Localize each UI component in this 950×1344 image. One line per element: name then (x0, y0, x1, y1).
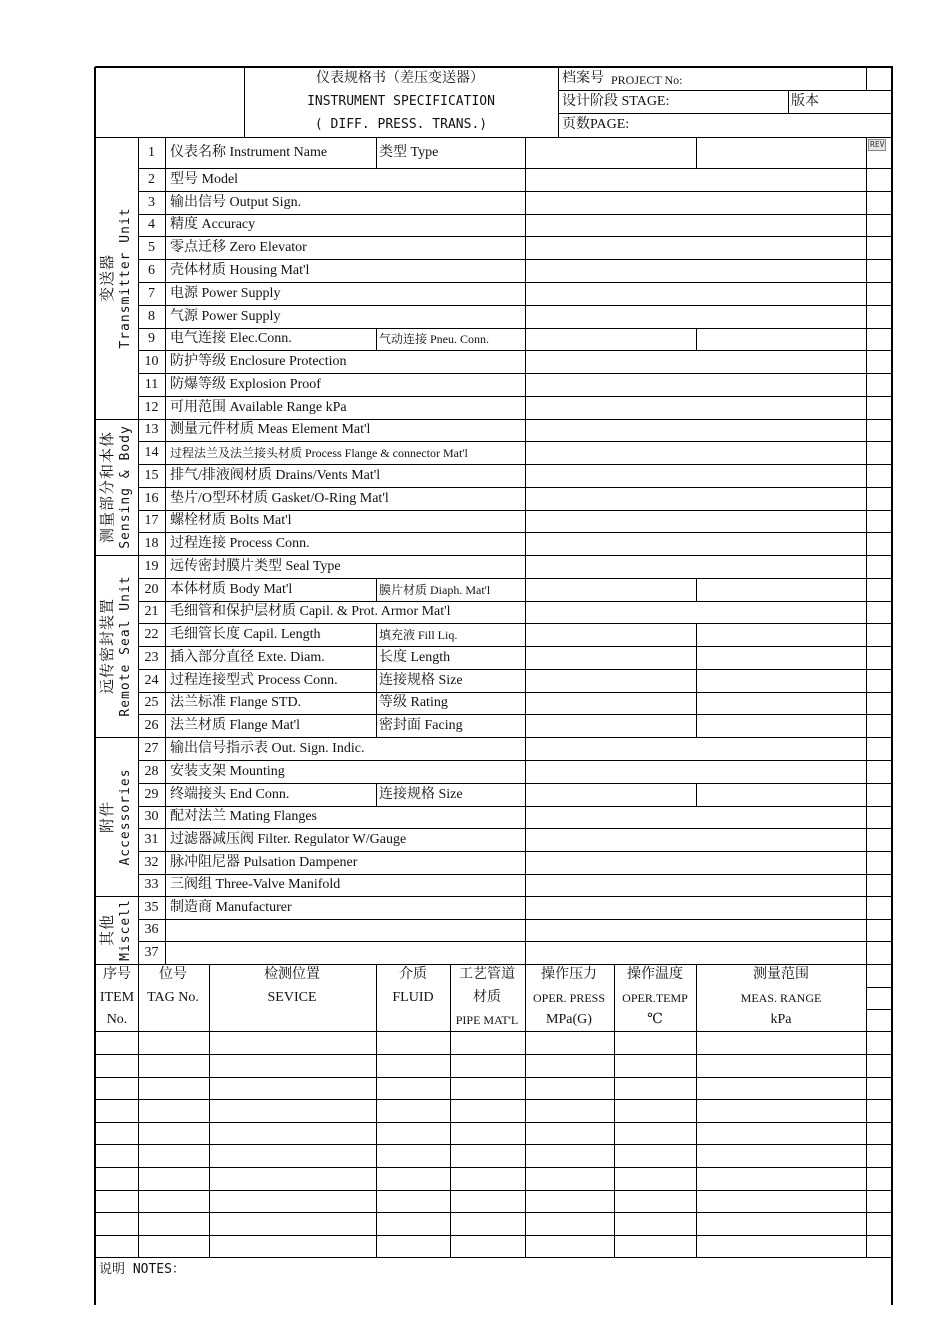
column-header: ℃ (647, 1012, 663, 1027)
grid-line (376, 714, 377, 738)
row-number: 18 (144, 535, 159, 551)
row-label: 型号 Model (170, 171, 239, 187)
row-label: 脉冲阻尼器 Pulsation Dampener (170, 854, 358, 870)
row-label: 壳体材质 Housing Mat'l (170, 262, 310, 278)
row-number: 5 (148, 239, 155, 255)
grid-line (525, 236, 526, 260)
grid-line (376, 578, 377, 602)
row-number: 33 (144, 877, 159, 892)
row-number: 16 (144, 490, 159, 506)
grid-line (866, 1009, 893, 1010)
row-number: 6 (148, 262, 155, 278)
grid-line (94, 67, 96, 1305)
grid-line (525, 214, 526, 237)
row-sub-label: 填充液 Fill Liq. (379, 627, 458, 642)
column-header: kPa (770, 1012, 792, 1027)
row-sub-label: 连接规格 Size (379, 786, 463, 802)
grid-line (138, 137, 139, 965)
grid-line (95, 737, 139, 738)
row-number: 14 (144, 444, 159, 460)
section-label-cn: 变送器 (100, 253, 116, 303)
row-number: 24 (144, 672, 159, 688)
row-label: 零点迁移 Zero Elevator (170, 239, 307, 255)
row-number: 9 (148, 331, 155, 346)
column-header: SEVICE (267, 990, 317, 1005)
grid-line (376, 623, 377, 647)
grid-line (244, 67, 245, 138)
grid-line (525, 737, 526, 761)
row-label: 法兰标准 Flange STD. (170, 695, 302, 710)
grid-line (95, 1190, 893, 1191)
section-label-en: Miscell (118, 899, 133, 961)
row-number: 13 (144, 422, 159, 437)
row-label: 输出信号指示表 Out. Sign. Indic. (170, 740, 365, 756)
row-number: 35 (144, 899, 159, 915)
row-number: 8 (148, 308, 155, 324)
row-label: 毛细管和保护层材质 Capil. & Prot. Armor Mat'l (170, 604, 451, 619)
section-label-cn: 其他 (100, 913, 116, 947)
row-label: 仪表名称 Instrument Name (170, 144, 328, 160)
grid-line (525, 259, 526, 283)
row-label: 过程法兰及法兰接头材质 Process Flange & connector Mat'l (170, 445, 468, 460)
grid-line (525, 191, 526, 215)
row-number: 25 (144, 695, 159, 710)
row-number: 12 (144, 399, 159, 415)
grid-line (525, 896, 526, 920)
grid-line (525, 350, 526, 374)
page-label: 页数PAGE: (562, 117, 630, 132)
grid-line (376, 964, 377, 1258)
grid-line (95, 1031, 893, 1032)
column-header: 序号 (103, 967, 131, 982)
row-sub-label: 类型 Type (379, 144, 439, 160)
section-label (100, 899, 134, 961)
section-label (100, 575, 134, 716)
column-header: 测量范围 (753, 967, 809, 982)
row-number: 4 (148, 217, 155, 232)
row-number: 22 (144, 626, 159, 642)
grid-line (525, 851, 526, 875)
grid-line (525, 623, 526, 647)
grid-line (95, 1235, 893, 1236)
row-number: 37 (144, 944, 159, 960)
row-label: 防护等级 Enclosure Protection (170, 353, 347, 369)
column-header: No. (106, 1012, 128, 1027)
row-number: 3 (148, 194, 155, 210)
grid-line (788, 90, 789, 114)
grid-line (95, 1257, 893, 1258)
row-number: 10 (144, 353, 159, 369)
row-number: 7 (148, 285, 155, 301)
row-number: 21 (144, 604, 159, 619)
grid-line (525, 806, 526, 829)
grid-line (525, 328, 526, 351)
grid-line (525, 419, 526, 442)
grid-line (525, 487, 526, 511)
row-number: 15 (144, 467, 159, 483)
column-header: PIPE MAT'L (455, 1013, 519, 1027)
row-sub-label: 长度 Length (379, 649, 451, 665)
grid-line (450, 964, 451, 1258)
grid-line (376, 669, 377, 693)
grid-line (525, 783, 526, 807)
grid-line (525, 137, 526, 169)
row-number: 23 (144, 649, 159, 665)
section-label-cn: 远传密封装置 (100, 597, 116, 695)
grid-line (95, 1144, 893, 1145)
grid-line (138, 964, 139, 1258)
grid-line (696, 964, 697, 1258)
row-label: 毛细管长度 Capil. Length (170, 626, 321, 642)
section-label-cn: 测量部分和本体 (100, 430, 116, 544)
grid-line (525, 578, 526, 602)
doc-title-subtitle: ( DIFF. PRESS. TRANS.) (314, 117, 488, 132)
row-number: 2 (148, 171, 155, 187)
row-number: 17 (144, 513, 159, 528)
grid-line (95, 137, 893, 138)
grid-line (525, 305, 526, 329)
grid-line (525, 669, 526, 693)
row-label: 过滤器减压阀 Filter. Regulator W/Gauge (170, 831, 407, 847)
grid-line (696, 669, 697, 693)
doc-title-cn: 仪表规格书（差压变送器） (316, 71, 484, 86)
grid-line (696, 714, 697, 738)
row-label: 本体材质 Body Mat'l (170, 581, 293, 597)
section-label-en: Remote Seal Unit (118, 575, 133, 717)
grid-line (525, 282, 526, 306)
grid-line (696, 328, 697, 351)
column-header: 检测位置 (264, 967, 320, 982)
row-label: 输出信号 Output Sign. (170, 194, 302, 210)
column-header: 位号 (159, 967, 187, 982)
row-number: 29 (144, 786, 159, 802)
row-label: 过程连接 Process Conn. (170, 535, 310, 551)
grid-line (525, 168, 526, 192)
grid-line (696, 137, 697, 169)
grid-line (95, 419, 139, 420)
notes-label: 说明 NOTES： (99, 1262, 185, 1277)
row-number: 30 (144, 809, 159, 824)
grid-line (891, 67, 893, 1305)
grid-line (376, 783, 377, 807)
column-header: OPER. PRESS (532, 991, 606, 1005)
section-label-en: Sensing & Body (118, 425, 133, 549)
grid-line (525, 532, 526, 556)
row-sub-label: 等级 Rating (379, 695, 448, 710)
grid-line (95, 1099, 893, 1100)
row-number: 36 (144, 922, 159, 937)
grid-line (376, 328, 377, 351)
grid-line (95, 896, 139, 897)
grid-line (866, 67, 867, 91)
grid-line (525, 373, 526, 397)
grid-line (525, 601, 526, 624)
column-header: 操作压力 (541, 967, 597, 982)
row-number: 27 (144, 740, 159, 756)
row-label: 插入部分直径 Exte. Diam. (170, 649, 325, 665)
column-header: 工艺管道 (459, 967, 515, 982)
grid-line (525, 760, 526, 784)
grid-line (525, 646, 526, 670)
row-label: 过程连接型式 Process Conn. (170, 672, 338, 688)
grid-line (138, 941, 893, 942)
grid-line (95, 1167, 893, 1168)
grid-line (95, 1077, 893, 1078)
grid-line (696, 623, 697, 647)
grid-line (525, 464, 526, 488)
grid-line (614, 964, 615, 1258)
row-label: 排气/排液阀材质 Drains/Vents Mat'l (170, 467, 381, 483)
project-number-label-en: PROJECT No: (611, 73, 683, 87)
row-label: 配对法兰 Mating Flanges (170, 809, 317, 824)
grid-line (376, 692, 377, 715)
grid-line (95, 555, 139, 556)
grid-line (866, 987, 893, 988)
grid-line (95, 66, 893, 68)
grid-line (525, 555, 526, 579)
column-header: ITEM (99, 990, 135, 1005)
row-label: 安装支架 Mounting (170, 763, 285, 779)
grid-line (525, 828, 526, 852)
section-label-en: Transmitter Unit (118, 207, 133, 349)
row-number: 1 (148, 144, 155, 160)
grid-line (138, 168, 893, 169)
row-label: 测量元件材质 Meas Element Mat'l (170, 422, 371, 437)
grid-line (696, 578, 697, 602)
grid-line (376, 646, 377, 670)
column-header: OPER.TEMP (622, 991, 688, 1005)
section-label-en: Accessories (118, 767, 133, 866)
row-label: 气源 Power Supply (170, 308, 281, 324)
row-number: 11 (144, 376, 159, 392)
grid-line (525, 441, 526, 465)
grid-line (138, 919, 893, 920)
row-number: 26 (144, 717, 159, 733)
grid-line (696, 783, 697, 807)
row-number: 31 (144, 831, 159, 847)
section-label (100, 768, 134, 865)
grid-line (525, 714, 526, 738)
row-label: 垫片/O型环材质 Gasket/O-Ring Mat'l (170, 490, 389, 506)
row-label: 防爆等级 Explosion Proof (170, 376, 321, 392)
grid-line (376, 137, 377, 169)
grid-line (525, 964, 526, 1258)
grid-line (558, 67, 559, 138)
row-number: 19 (144, 558, 159, 574)
row-label: 制造商 Manufacturer (170, 899, 292, 915)
column-header: MPa(G) (546, 1012, 592, 1027)
grid-line (165, 137, 166, 965)
column-header: TAG No. (147, 990, 199, 1005)
row-label: 可用范围 Available Range kPa (170, 399, 347, 415)
grid-line (525, 919, 526, 942)
grid-line (558, 113, 893, 114)
doc-title-en: INSTRUMENT SPECIFICATION (307, 94, 495, 109)
section-label (100, 425, 134, 549)
column-header: FLUID (392, 990, 434, 1005)
grid-line (558, 90, 893, 91)
grid-line (696, 692, 697, 715)
column-header: 材质 (473, 990, 501, 1005)
grid-line (95, 1054, 893, 1055)
grid-line (95, 1122, 893, 1123)
row-label: 电气连接 Elec.Conn. (170, 331, 292, 346)
row-label: 精度 Accuracy (170, 217, 256, 232)
grid-line (525, 692, 526, 715)
row-label: 法兰材质 Flange Mat'l (170, 717, 301, 733)
column-header: 操作温度 (627, 967, 683, 982)
grid-line (696, 646, 697, 670)
row-sub-label: 连接规格 Size (379, 672, 463, 688)
column-header: 介质 (399, 967, 427, 982)
row-label: 三阀组 Three-Valve Manifold (170, 877, 341, 892)
row-label: 电源 Power Supply (170, 285, 281, 301)
grid-line (525, 510, 526, 533)
row-number: 28 (144, 763, 159, 779)
grid-line (525, 874, 526, 897)
grid-line (525, 396, 526, 420)
rev-tag: REV (870, 140, 885, 149)
row-label: 远传密封膜片类型 Seal Type (170, 558, 341, 574)
version-label: 版本 (791, 94, 819, 109)
row-sub-label: 密封面 Facing (379, 717, 463, 733)
row-sub-label: 膜片材质 Diaph. Mat'l (379, 582, 491, 597)
stage-label: 设计阶段 STAGE: (562, 94, 670, 109)
grid-line (95, 1212, 893, 1213)
row-label: 终端接头 End Conn. (170, 786, 290, 802)
project-number-label: 档案号 (562, 71, 604, 86)
row-number: 20 (144, 581, 159, 597)
column-header: MEAS. RANGE (740, 991, 822, 1005)
row-sub-label: 气动连接 Pneu. Conn. (379, 332, 490, 346)
section-label (100, 207, 134, 348)
row-label: 螺栓材质 Bolts Mat'l (170, 513, 292, 528)
row-number: 32 (144, 854, 159, 870)
grid-line (525, 941, 526, 965)
section-label-cn: 附件 (100, 800, 116, 833)
grid-line (866, 137, 867, 965)
grid-line (209, 964, 210, 1258)
